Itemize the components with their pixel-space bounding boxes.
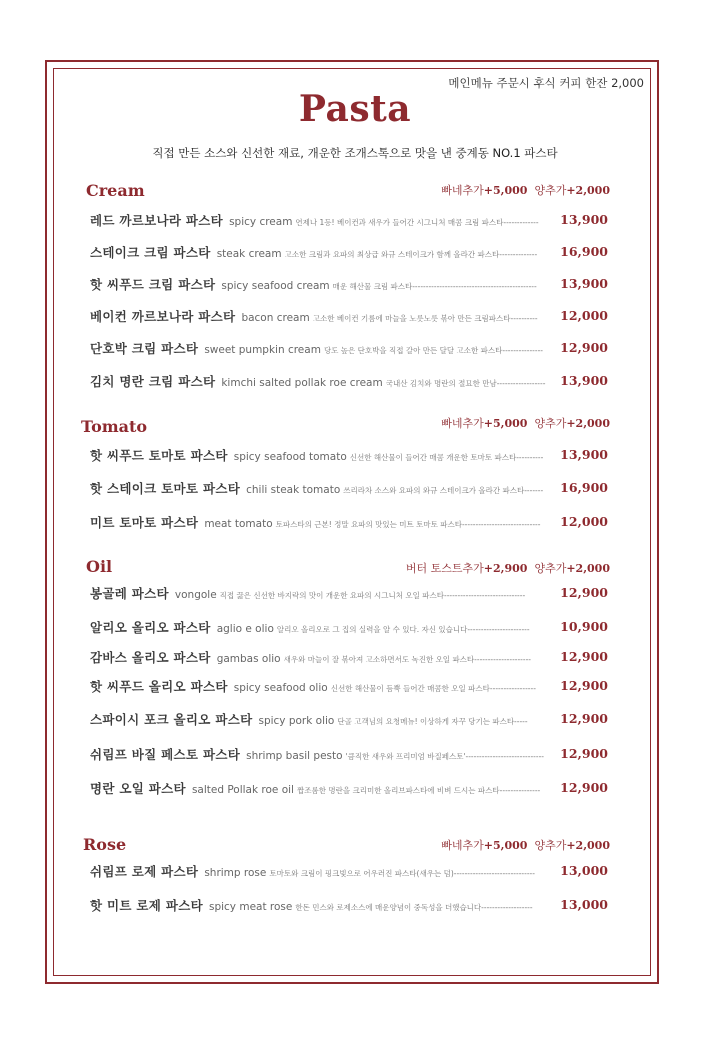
addon-a-label: 버터 토스트추가 xyxy=(405,562,484,575)
item-eng: steak cream xyxy=(216,248,282,260)
menu-item xyxy=(90,648,531,666)
item-eng: sweet pumpkin cream xyxy=(204,344,321,356)
addon-a-price: +5,000 xyxy=(483,839,528,852)
item-name: 쉬림프 바질 페스토 파스타 xyxy=(90,747,241,762)
item-price: 13,000 xyxy=(560,863,608,878)
item-desc: '큼직한 새우와 프리미엄 바질페스토'----------------------------- xyxy=(345,752,544,761)
item-price: 13,000 xyxy=(560,897,608,912)
item-desc: 알리오 올리오로 그 집의 실력을 알 수 있다. 자신 있습니다----------------------- xyxy=(276,625,530,634)
item-eng: bacon cream xyxy=(241,312,310,324)
item-eng: spicy cream xyxy=(229,216,293,228)
item-eng: salted Pollak roe oil xyxy=(191,784,294,796)
item-price: 12,900 xyxy=(560,340,608,355)
item-name: 봉골레 파스타 xyxy=(90,586,169,601)
page-title: Pasta xyxy=(298,88,412,130)
item-desc: 고소한 베이컨 기름에 마늘을 노릇노릇 볶아 만든 크림파스타---------- xyxy=(312,314,538,323)
item-eng: spicy seafood olio xyxy=(233,682,328,694)
section-title-oil: Oil xyxy=(86,557,113,576)
page-subtitle: 직접 만든 소스와 신선한 재료, 개운한 조개스톡으로 맛을 낸 중계동 NO.1 파스타 xyxy=(152,146,558,160)
item-name: 핫 스테이크 토마토 파스타 xyxy=(90,481,241,496)
item-price: 13,900 xyxy=(560,212,608,227)
item-desc: 매운 해산물 크림 파스타---------------------------------------------- xyxy=(332,282,537,291)
addon-a-label: 빠네추가 xyxy=(441,184,484,197)
item-desc: 신선한 해산물이 듬뿍 들어간 매콤한 오일 파스타----------------- xyxy=(330,684,536,693)
item-desc: 당도 높은 단호박을 직접 갈아 만든 달달 고소한 파스타--------------- xyxy=(323,346,543,355)
item-name: 쉬림프 로제 파스타 xyxy=(90,864,199,879)
item-price: 16,900 xyxy=(560,480,608,495)
addon-a-price: +5,000 xyxy=(483,184,528,197)
item-eng: spicy pork olio xyxy=(258,715,335,727)
item-desc: 토마토와 크림이 핑크빛으로 어우러진 파스타(새우는 덤)------------------------------ xyxy=(269,869,535,878)
item-desc: 단골 고객님의 요청메뉴! 이상하게 자꾸 당기는 파스타----- xyxy=(337,717,528,726)
menu-item xyxy=(90,243,537,261)
item-desc: 한돈 민스와 로제소스에 매운양념이 중독성을 더했습니다------------------- xyxy=(295,903,533,912)
item-eng: kimchi salted pollak roe cream xyxy=(221,377,383,389)
item-desc: 직접 끓은 신선한 바지락의 맛이 개운한 요파의 시그니처 오일 파스타------------------------------ xyxy=(219,591,526,600)
item-eng: vongole xyxy=(174,589,217,601)
item-name: 핫 씨푸드 토마토 파스타 xyxy=(90,448,228,463)
section-addon-tomato xyxy=(441,415,610,431)
item-eng: aglio e olio xyxy=(216,623,274,635)
menu-item xyxy=(90,710,528,728)
addon-b-label: 양추가 xyxy=(534,562,567,575)
section-title-rose: Rose xyxy=(83,835,127,854)
item-price: 16,900 xyxy=(560,244,608,259)
addon-a-price: +5,000 xyxy=(483,417,528,430)
item-name: 단호박 크림 파스타 xyxy=(90,341,199,356)
menu-item xyxy=(90,745,544,763)
item-price: 12,900 xyxy=(560,746,608,761)
menu-item xyxy=(90,862,535,880)
menu-item xyxy=(90,339,543,357)
item-desc: 연제나 1등! 베이컨과 새우가 들어간 시그니처 매콤 크림 파스타------------- xyxy=(295,218,539,227)
menu-item xyxy=(90,584,525,602)
addon-b-price: +2,000 xyxy=(566,562,610,575)
addon-a-label: 빠네추가 xyxy=(441,839,484,852)
addon-a-label: 빠네추가 xyxy=(441,417,484,430)
item-name: 핫 미트 로제 파스타 xyxy=(90,898,203,913)
item-price: 12,900 xyxy=(560,711,608,726)
item-price: 13,900 xyxy=(560,276,608,291)
section-addon-rose xyxy=(441,837,610,853)
item-name: 핫 씨푸드 크림 파스타 xyxy=(90,277,216,292)
item-name: 미트 토마토 파스타 xyxy=(90,515,199,530)
menu-item xyxy=(90,779,540,797)
item-price: 12,000 xyxy=(560,308,608,323)
item-eng: spicy meat rose xyxy=(208,901,293,913)
item-eng: spicy seafood cream xyxy=(221,280,330,292)
item-desc: 짭조롬한 명란을 크리미한 올리브파스타에 비벼 드시는 파스타--------------- xyxy=(296,786,541,795)
menu-item xyxy=(90,479,543,497)
menu-item xyxy=(90,896,533,914)
menu-item xyxy=(90,677,536,695)
item-name: 스파이시 포크 올리오 파스타 xyxy=(90,712,253,727)
item-eng: chili steak tomato xyxy=(246,484,341,496)
item-eng: shrimp basil pesto xyxy=(246,750,343,762)
section-title-cream: Cream xyxy=(86,181,145,200)
addon-b-price: +2,000 xyxy=(566,417,610,430)
section-addon-oil xyxy=(406,560,610,576)
item-desc: 토파스타의 근본! 정말 요파의 맛있는 미트 토마토 파스타----------------------------- xyxy=(275,520,541,529)
menu-item xyxy=(90,307,538,325)
item-name: 알리오 올리오 파스타 xyxy=(90,620,211,635)
item-eng: gambas olio xyxy=(216,653,281,665)
menu-item xyxy=(90,211,539,229)
addon-a-price: +2,900 xyxy=(483,562,528,575)
item-price: 12,900 xyxy=(560,780,608,795)
menu-item xyxy=(90,446,543,464)
item-price: 12,900 xyxy=(560,649,608,664)
item-desc: 새우와 마늘이 잘 볶아져 고소하면서도 녹진한 오일 파스타--------------------- xyxy=(283,655,532,664)
addon-b-label: 양추가 xyxy=(534,417,567,430)
item-name: 핫 씨푸드 올리오 파스타 xyxy=(90,679,228,694)
menu-item xyxy=(90,618,530,636)
menu-item xyxy=(90,275,537,293)
item-name: 스테이크 크림 파스타 xyxy=(90,245,211,260)
item-price: 10,900 xyxy=(560,619,608,634)
item-name: 김치 명란 크림 파스타 xyxy=(90,374,216,389)
section-title-tomato: Tomato xyxy=(81,417,148,436)
item-eng: meat tomato xyxy=(204,518,273,530)
item-eng: spicy seafood tomato xyxy=(233,451,347,463)
addon-b-price: +2,000 xyxy=(566,839,610,852)
item-price: 12,900 xyxy=(560,678,608,693)
item-name: 베이컨 까르보나라 파스타 xyxy=(90,309,236,324)
addon-b-price: +2,000 xyxy=(566,184,610,197)
item-price: 12,900 xyxy=(560,585,608,600)
addon-b-label: 양추가 xyxy=(534,839,567,852)
menu-item xyxy=(90,372,545,390)
item-name: 레드 까르보나라 파스타 xyxy=(90,213,224,228)
item-desc: 고소한 크림과 요파의 최상급 와규 스테이크가 함께 올라간 파스타-------------- xyxy=(284,250,538,259)
item-desc: 국내산 김치와 명란의 절묘한 만남------------------ xyxy=(385,379,546,388)
item-name: 명란 오일 파스타 xyxy=(90,781,186,796)
addon-b-label: 양추가 xyxy=(534,184,567,197)
menu-item xyxy=(90,513,540,531)
item-price: 12,000 xyxy=(560,514,608,529)
coffee-note: 메인메뉴 주문시 후식 커피 한잔 2,000 xyxy=(448,76,644,90)
item-desc: 쓰리라차 소스와 요파의 와규 스테이크가 올라간 파스타------- xyxy=(343,486,544,495)
item-desc: 신선한 해산물이 들어간 매콤 개운한 토마토 파스타---------- xyxy=(349,453,544,462)
section-addon-cream xyxy=(441,182,610,198)
item-price: 13,900 xyxy=(560,447,608,462)
item-eng: shrimp rose xyxy=(204,867,267,879)
item-price: 13,900 xyxy=(560,373,608,388)
item-name: 감바스 올리오 파스타 xyxy=(90,650,211,665)
